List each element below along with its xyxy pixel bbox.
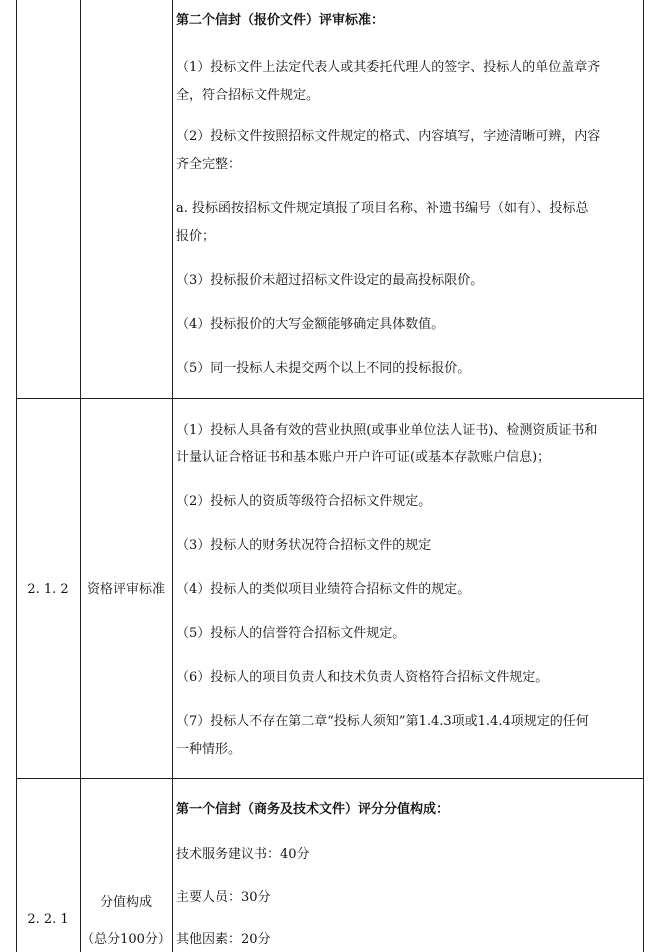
envelope2-item: 全，符合招标文件规定。 [176,88,320,103]
section-212-item: （1）投标人具备有效的营业执照(或事业单位法人证书)、检测资质证书和 [176,423,598,438]
table-border-left [16,0,17,952]
envelope2-item: （5）同一投标人未提交两个以上不同的投标报价。 [176,361,471,376]
section-221-item: 技术服务建议书：40分 [176,847,310,862]
envelope2-item: （4）投标报价的大写金额能够确定具体数值。 [176,317,445,332]
envelope2-item: （1）投标文件上法定代表人或其委托代理人的签字、投标人的单位盖章齐 [176,60,601,75]
envelope2-item: （2）投标文件按照招标文件规定的格式、内容填写，字迹清晰可辨，内容 [176,129,601,144]
section-212-item: （3）投标人的财务状况符合招标文件的规定 [176,538,432,553]
envelope2-item: 报价； [176,229,216,244]
section-212-item: 计量认证合格证书和基本账户开户许可证(或基本存款账户信息)； [176,450,551,465]
section-212-item: （2）投标人的资质等级符合招标文件规定。 [176,494,432,509]
section-212-item: （7）投标人不存在第二章“投标人须知”第1.4.3项或1.4.4项规定的任何 [176,714,589,729]
table-column-divider-1 [80,0,81,952]
row-divider-2 [16,778,644,779]
section-221-number: 2. 2. 1 [27,912,69,927]
section-212-number: 2. 1. 2 [27,582,69,597]
section-221-item: 主要人员：30分 [176,890,271,905]
table-column-divider-2 [172,0,173,952]
table-border-right [643,0,644,952]
envelope2-item: a. 投标函按招标文件规定填报了项目名称、补遗书编号（如有）、投标总 [176,201,589,216]
envelope2-heading: 第二个信封（报价文件）评审标准： [176,13,385,28]
envelope2-item: （3）投标报价未超过招标文件设定的最高投标限价。 [176,273,484,288]
section-221-subtitle: （总分100分） [81,932,171,947]
envelope2-item: 齐全完整： [176,157,242,172]
section-212-item: （6）投标人的项目负责人和技术负责人资格符合招标文件规定。 [176,670,549,685]
section-212-item: （5）投标人的信誉符合招标文件规定。 [176,626,406,641]
section-212-item: 一种情形。 [176,742,242,757]
section-212-title: 资格评审标准 [86,582,165,597]
section-212-item: （4）投标人的类似项目业绩符合招标文件的规定。 [176,582,471,597]
section-221-heading: 第一个信封（商务及技术文件）评分分值构成： [176,802,450,817]
row-divider-1 [16,398,644,399]
section-221-item: 其他因素：20分 [176,932,271,947]
section-221-title: 分值构成 [99,895,152,910]
